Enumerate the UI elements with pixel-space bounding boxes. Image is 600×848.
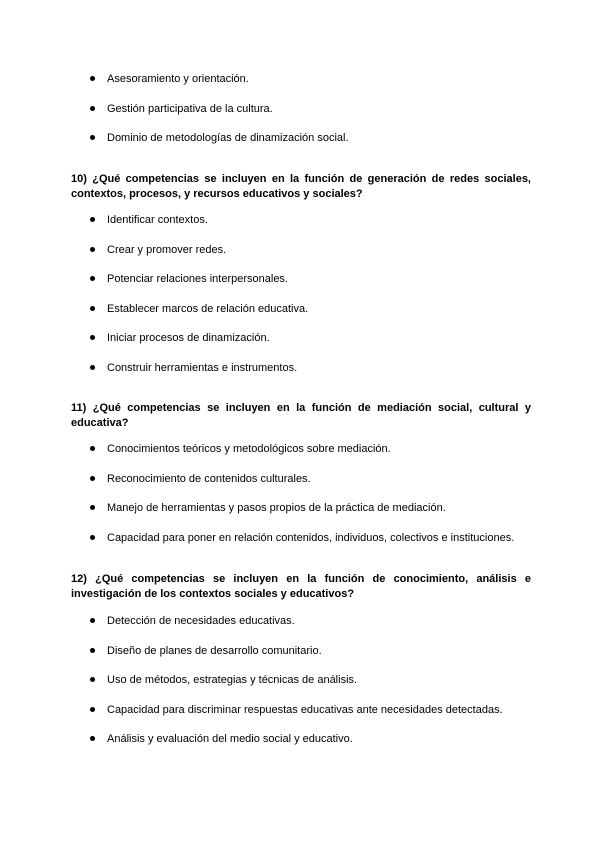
bullet-icon — [90, 106, 95, 111]
list-item-text: Potenciar relaciones interpersonales. — [107, 273, 288, 286]
list-item-text: Uso de métodos, estrategias y técnicas de análisis. — [107, 674, 358, 687]
bullet-icon — [90, 306, 95, 311]
list-item-text: Capacidad para discriminar respuestas educativas ante necesidades detectadas. — [107, 703, 503, 716]
list-item — [71, 302, 531, 332]
list-item — [71, 472, 531, 502]
list-item-text: Reconocimiento de contenidos culturales. — [107, 472, 311, 485]
list-item-text: Diseño de planes de desarrollo comunitario. — [107, 644, 322, 657]
bullet-icon — [90, 247, 95, 252]
bullet-icon — [90, 335, 95, 340]
list-item — [71, 531, 531, 561]
list-item-text: Construir herramientas e instrumentos. — [107, 361, 298, 374]
intro-list — [71, 72, 531, 161]
list-item — [71, 272, 531, 302]
list-item-text: Asesoramiento y orientación. — [107, 73, 249, 85]
bullet-icon — [90, 476, 95, 481]
list-item-text: Análisis y evaluación del medio social y educativo. — [107, 733, 353, 746]
question-12-list — [71, 614, 531, 762]
list-item-text: Dominio de metodologías de dinamización social. — [107, 132, 349, 145]
bullet-icon — [90, 276, 95, 281]
list-item-text: Gestión participativa de la cultura. — [107, 102, 273, 115]
bullet-icon — [90, 217, 95, 222]
list-item — [71, 614, 531, 644]
bullet-icon — [90, 505, 95, 510]
list-item — [71, 644, 531, 674]
bullet-icon — [90, 135, 95, 140]
bullet-icon — [90, 446, 95, 451]
list-item-text: Crear y promover redes. — [107, 243, 227, 256]
list-item — [71, 673, 531, 703]
question-10-heading: 10) ¿Qué competencias se incluyen en la función de generación de redes sociales, contextos, procesos, y recursos educativos y sociales? — [71, 173, 531, 200]
list-item — [71, 131, 531, 161]
list-item-text: Iniciar procesos de dinamización. — [107, 332, 270, 345]
list-item-text: Conocimientos teóricos y metodológicos sobre mediación. — [107, 443, 391, 455]
question-10-list — [71, 213, 531, 391]
bullet-icon — [90, 618, 95, 623]
bullet-icon — [90, 535, 95, 540]
list-item — [71, 72, 531, 102]
question-11-list — [71, 442, 531, 560]
list-item — [71, 243, 531, 273]
list-item — [71, 703, 531, 733]
bullet-icon — [90, 365, 95, 370]
list-item-text: Establecer marcos de relación educativa. — [107, 302, 309, 315]
list-item — [71, 213, 531, 243]
list-item-text: Identificar contextos. — [107, 214, 208, 226]
list-item — [71, 361, 531, 391]
list-item — [71, 501, 531, 531]
question-11-heading: 11) ¿Qué competencias se incluyen en la función de mediación social, cultural y educativa? — [71, 402, 531, 429]
list-item — [71, 732, 531, 762]
question-12-heading: 12) ¿Qué competencias se incluyen en la función de conocimiento, análisis e investigación de los contextos sociales y educativos? — [71, 573, 531, 600]
bullet-icon — [90, 707, 95, 712]
list-item-text: Capacidad para poner en relación contenidos, individuos, colectivos e instituciones. — [107, 531, 515, 544]
list-item-text: Manejo de herramientas y pasos propios de la práctica de mediación. — [107, 502, 446, 515]
list-item — [71, 331, 531, 361]
list-item — [71, 442, 531, 472]
bullet-icon — [90, 648, 95, 653]
list-item — [71, 102, 531, 132]
bullet-icon — [90, 736, 95, 741]
list-item-text: Detección de necesidades educativas. — [107, 615, 295, 627]
bullet-icon — [90, 677, 95, 682]
bullet-icon — [90, 76, 95, 81]
